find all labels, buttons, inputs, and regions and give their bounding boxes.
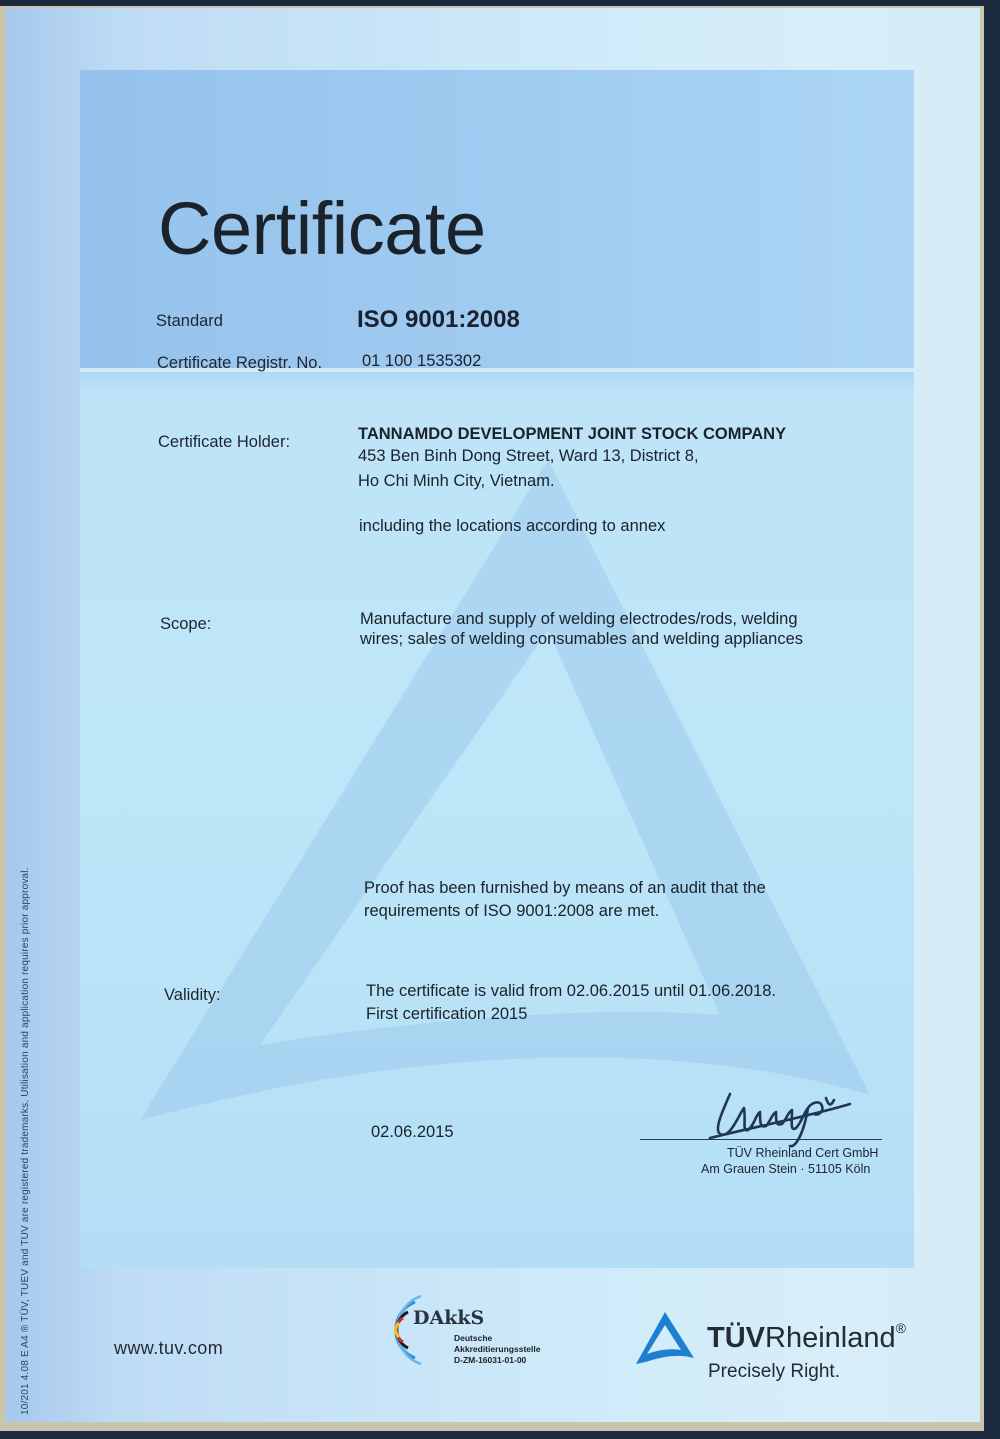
holder-address-line1: 453 Ben Binh Dong Street, Ward 13, District 8,	[358, 447, 699, 465]
holder-name: TANNAMDO DEVELOPMENT JOINT STOCK COMPANY	[358, 425, 787, 443]
side-trademark-note: 10/201 4.08 E A4 ® TÜV, TUEV and TUV are registered trademarks. Utilisation and application requires prior approval.	[20, 867, 31, 1415]
signature-icon	[700, 1082, 860, 1152]
validity-label: Validity:	[164, 986, 221, 1004]
standard-value: ISO 9001:2008	[357, 306, 520, 333]
validity-line2: First certification 2015	[366, 1005, 528, 1023]
tuv-brand-name	[707, 1322, 906, 1355]
signature-line	[640, 1139, 882, 1140]
issuer-name: TÜV Rheinland Cert GmbH	[727, 1146, 879, 1160]
holder-label: Certificate Holder:	[158, 433, 291, 451]
standard-label: Standard	[156, 312, 223, 330]
dakks-code: D-ZM-16031-01-00	[454, 1355, 527, 1365]
tuv-brand-bold: TÜV	[707, 1322, 765, 1354]
issue-date: 02.06.2015	[371, 1123, 454, 1141]
dakks-name: DAkkS	[413, 1307, 485, 1329]
dakks-logo	[385, 1290, 555, 1370]
scope-line1: Manufacture and supply of welding electrodes/rods, welding	[360, 610, 798, 628]
tuv-tagline: Precisely Right.	[708, 1361, 840, 1382]
holder-address-line2: Ho Chi Minh City, Vietnam.	[358, 472, 555, 490]
proof-line2: requirements of ISO 9001:2008 are met.	[364, 902, 660, 920]
proof-line1: Proof has been furnished by means of an audit that the	[364, 879, 766, 897]
website-link[interactable]: www.tuv.com	[114, 1338, 224, 1358]
dakks-arcs-icon	[385, 1290, 455, 1370]
registr-value: 01 100 1535302	[362, 352, 482, 370]
dakks-line2: Akkreditierungsstelle	[454, 1344, 541, 1354]
validity-line1: The certificate is valid from 02.06.2015 until 01.06.2018.	[366, 982, 776, 1000]
tuv-brand-regular: Rheinland	[765, 1322, 896, 1354]
scope-line2: wires; sales of welding consumables and welding appliances	[360, 630, 804, 648]
registered-mark: ®	[895, 1320, 906, 1336]
page-title: Certificate	[158, 187, 486, 270]
scope-label: Scope:	[160, 615, 212, 633]
tuv-triangle-logo-icon	[636, 1312, 694, 1364]
dakks-line1: Deutsche	[454, 1333, 493, 1343]
registr-label: Certificate Registr. No.	[157, 354, 323, 372]
holder-locations-note: including the locations according to annex	[359, 517, 666, 535]
issuer-address: Am Grauen Stein · 51105 Köln	[701, 1162, 871, 1176]
